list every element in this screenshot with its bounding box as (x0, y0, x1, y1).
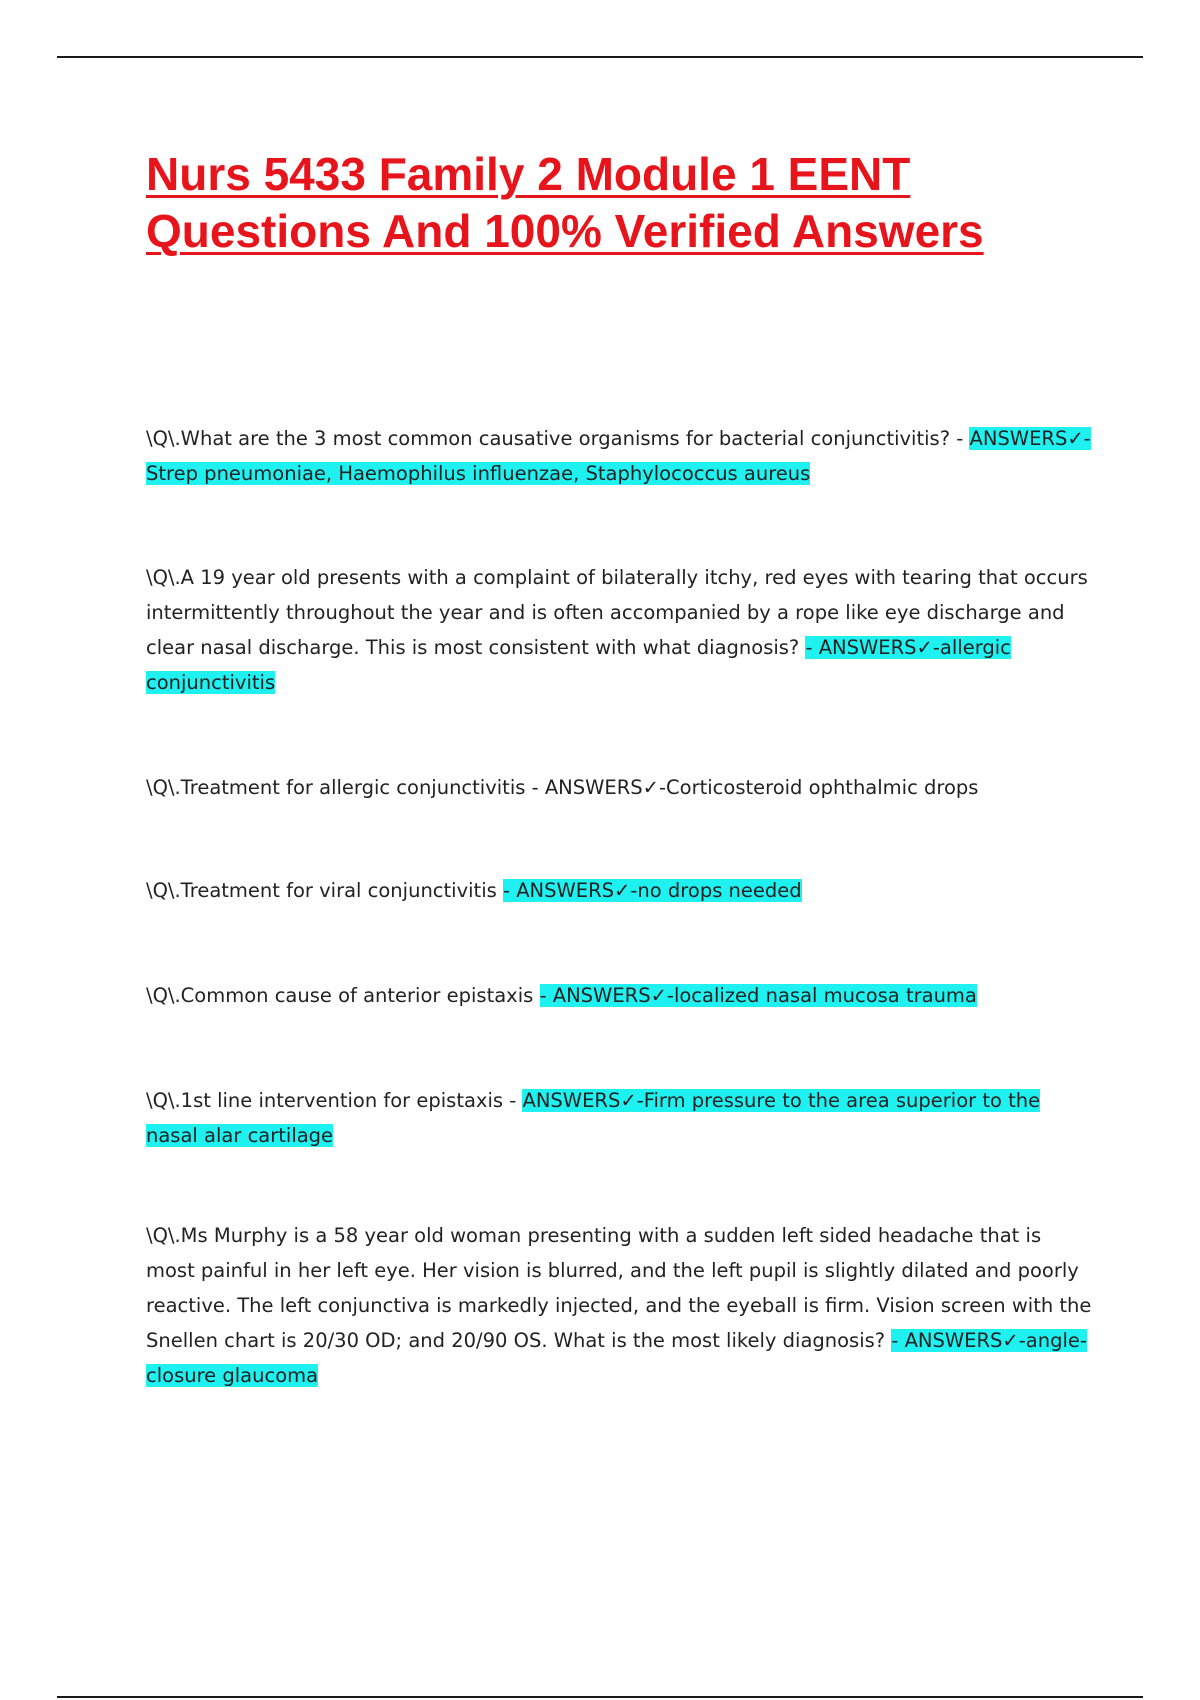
qa-item (146, 978, 1096, 1013)
question-text: \Q\.What are the 3 most common causative organisms for bacterial conjunctivitis? - (146, 427, 964, 450)
footer-rule (57, 1696, 1143, 1698)
question-text: \Q\.1st line intervention for epistaxis - (146, 1089, 517, 1112)
qa-item (146, 560, 1096, 700)
answer-highlight: ANSWERS✓-Firm pressure to the area superior to the nasal alar cartilage (146, 1089, 1041, 1147)
qa-item (146, 421, 1096, 491)
document-title: Nurs 5433 Family 2 Module 1 EENT Questions And 100% Verified Answers (146, 148, 984, 257)
header-rule (57, 56, 1143, 58)
answer-highlight: - ANSWERS✓-no drops needed (502, 879, 802, 902)
question-text: \Q\.Treatment for viral conjunctivitis (146, 879, 497, 902)
qa-item (146, 770, 1096, 805)
answer-highlight: - ANSWERS✓-allergic conjunctivitis (146, 636, 1011, 694)
qa-item (146, 873, 1096, 908)
qa-item (146, 1218, 1096, 1393)
qa-item (146, 1083, 1096, 1153)
question-text: \Q\.Common cause of anterior epistaxis (146, 984, 534, 1007)
answer-highlight: ANSWERS✓-Strep pneumoniae, Haemophilus influenzae, Staphylococcus aureus (146, 427, 1091, 485)
question-text: \Q\.A 19 year old presents with a complaint of bilaterally itchy, red eyes with tearing that occurs intermittently throughout the year and is often accompanied by a rope like eye discharge and clear nasal discharge. This is most consistent with what diagnosis? (146, 566, 1088, 659)
answer-highlight: - ANSWERS✓-angle-closure glaucoma (146, 1329, 1087, 1387)
question-text: \Q\.Ms Murphy is a 58 year old woman presenting with a sudden left sided headache that is most painful in her left eye. Her vision is blurred, and the left pupil is slightly dilated and poorly reactive. The left conjunctiva is markedly injected, and the eyeball is firm. Vision screen with the Snellen chart is 20/30 OD; and 20/90 OS. What is the most likely diagnosis? (146, 1224, 1092, 1352)
answer-highlight: - ANSWERS✓-localized nasal mucosa trauma (539, 984, 977, 1007)
question-text: \Q\.Treatment for allergic conjunctivitis - ANSWERS✓-Corticosteroid ophthalmic drops (146, 776, 979, 799)
